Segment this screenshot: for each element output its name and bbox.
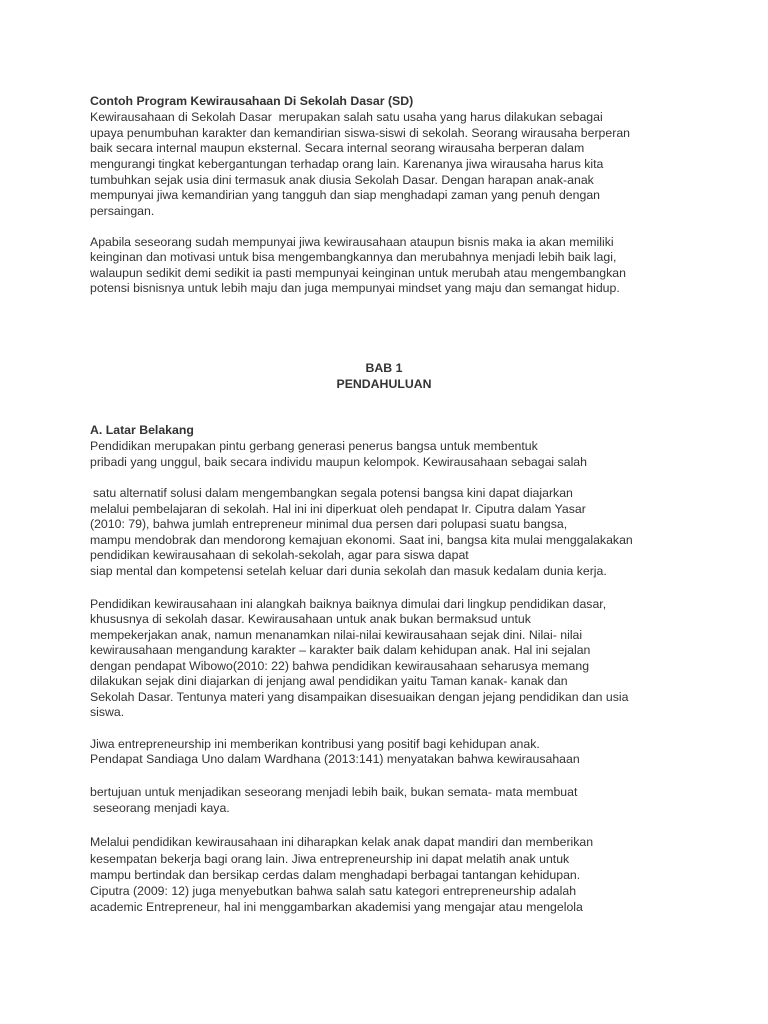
intro-p1-line: Kewirausahaan di Sekolah Dasar merupakan salah satu usaha yang harus dilakukan sebagai bbox=[90, 110, 603, 124]
section-p2-line: siap mental dan kompetensi setelah keluar dari dunia sekolah dan masuk kedalam dunia kerja. bbox=[90, 564, 607, 578]
intro-title: Contoh Program Kewirausahaan Di Sekolah Dasar (SD) bbox=[90, 94, 414, 108]
intro-p2-line: Apabila seseorang sudah mempunyai jiwa kewirausahaan ataupun bisnis maka ia akan memiliki bbox=[90, 235, 614, 249]
section-p6-line: Melalui pendidikan kewirausahaan ini diharapkan kelak anak dapat mandiri dan memberikan bbox=[90, 835, 594, 849]
section-p3-line: Sekolah Dasar. Tentunya materi yang disampaikan disesuaikan dengan jejang pendidikan dan usia bbox=[90, 690, 629, 704]
intro-p1-line: tumbuhkan sejak usia dini termasuk anak diusia Sekolah Dasar. Dengan harapan anak-anak bbox=[90, 173, 594, 187]
section-p3-line: kewirausahaan mengandung karakter – karakter baik dalam kehidupan anak. Hal ini sejalan bbox=[90, 643, 591, 657]
section-p1-line: pribadi yang unggul, baik secara individu maupun kelompok. Kewirausahaan sebagai salah bbox=[90, 455, 587, 469]
section-p3-line: dilakukan sejak dini diajarkan di jenjang awal pendidikan yaitu Taman kanak- kanak dan bbox=[90, 674, 568, 688]
section-p2-line: (2010: 79), bahwa jumlah entrepreneur minimal dua persen dari polupasi suatu bangsa, bbox=[90, 517, 568, 531]
intro-p2-line: keinginan dan motivasi untuk bisa mengembangkannya dan merubahnya menjadi lebih baik lagi, bbox=[90, 250, 617, 264]
section-p5-line: bertujuan untuk menjadikan seseorang menjadi lebih baik, bukan semata- mata membuat bbox=[90, 785, 578, 799]
section-p6-line: academic Entrepreneur, hal ini menggambarkan akademisi yang mengajar atau mengelola bbox=[90, 900, 583, 914]
chapter-number: BAB 1 bbox=[365, 361, 403, 375]
chapter-title: PENDAHULUAN bbox=[336, 377, 432, 391]
intro-p1-line: mempunyai jiwa kemandirian yang tangguh dan siap menghadapi zaman yang penuh dengan bbox=[90, 188, 600, 202]
section-p3-line: mempekerjakan anak, namun menanamkan nilai-nilai kewirausahaan sejak dini. Nilai- nilai bbox=[90, 628, 583, 642]
section-p3-line: siswa. bbox=[90, 705, 125, 719]
section-p4-line: Pendapat Sandiaga Uno dalam Wardhana (2013:141) menyatakan bahwa kewirausahaan bbox=[90, 752, 580, 766]
section-p6-line: kesempatan bekerja bagi orang lain. Jiwa entrepreneurship ini dapat melatih anak untuk bbox=[90, 852, 570, 866]
section-p2-line: satu alternatif solusi dalam mengembangkan segala potensi bangsa kini dapat diajarkan bbox=[93, 486, 573, 500]
intro-p1-line: persaingan. bbox=[90, 204, 155, 218]
section-p3-line: khususnya di sekolah dasar. Kewirausahaan untuk anak bukan bermaksud untuk bbox=[90, 612, 531, 626]
section-p6-line: Ciputra (2009: 12) juga menyebutkan bahwa salah satu kategori entrepreneurship adalah bbox=[90, 884, 577, 898]
section-p2-line: mampu mendobrak dan mendorong kemajuan ekonomi. Saat ini, bangsa kita mulai menggalakakan bbox=[90, 533, 633, 547]
section-p3-line: Pendidikan kewirausahaan ini alangkah baiknya baiknya dimulai dari lingkup pendidikan dasar, bbox=[90, 597, 607, 611]
section-p2-line: melalui pembelajaran di sekolah. Hal ini ini diperkuat oleh pendapat Ir. Ciputra dalam Yasar bbox=[90, 502, 586, 516]
section-p6-line: mampu bertindak dan bersikap cerdas dalam menghadapi berbagai tantangan kehidupan. bbox=[90, 868, 581, 882]
section-heading: A. Latar Belakang bbox=[90, 423, 194, 437]
section-p3-line: dengan pendapat Wibowo(2010: 22) bahwa pendidikan kewirausahaan seharusya memang bbox=[90, 659, 590, 673]
intro-p1-line: mengurangi tingkat kebergantungan terhadap orang lain. Karenanya jiwa wirausaha harus kita bbox=[90, 157, 604, 171]
section-p1-line: Pendidikan merupakan pintu gerbang generasi penerus bangsa untuk membentuk bbox=[90, 439, 538, 453]
section-p4-line: Jiwa entrepreneurship ini memberikan kontribusi yang positif bagi kehidupan anak. bbox=[90, 737, 540, 751]
section-p2-line: pendidikan kewirausahaan di sekolah-sekolah, agar para siswa dapat bbox=[90, 548, 469, 562]
intro-p2-line: walaupun sedikit demi sedikit ia pasti mempunyai keinginan untuk merubah atau mengembangkan bbox=[90, 266, 626, 280]
section-p5-line: seseorang menjadi kaya. bbox=[93, 801, 230, 815]
intro-p1-line: baik secara internal maupun eksternal. Secara internal seorang wirausaha berperan dalam bbox=[90, 141, 585, 155]
intro-p2-line: potensi bisnisnya untuk lebih maju dan juga mempunyai mindset yang maju dan semangat hidup. bbox=[90, 281, 620, 295]
intro-p1-line: upaya penumbuhan karakter dan kemandirian siswa-siswi di sekolah. Seorang wirausaha berperan bbox=[90, 126, 631, 140]
